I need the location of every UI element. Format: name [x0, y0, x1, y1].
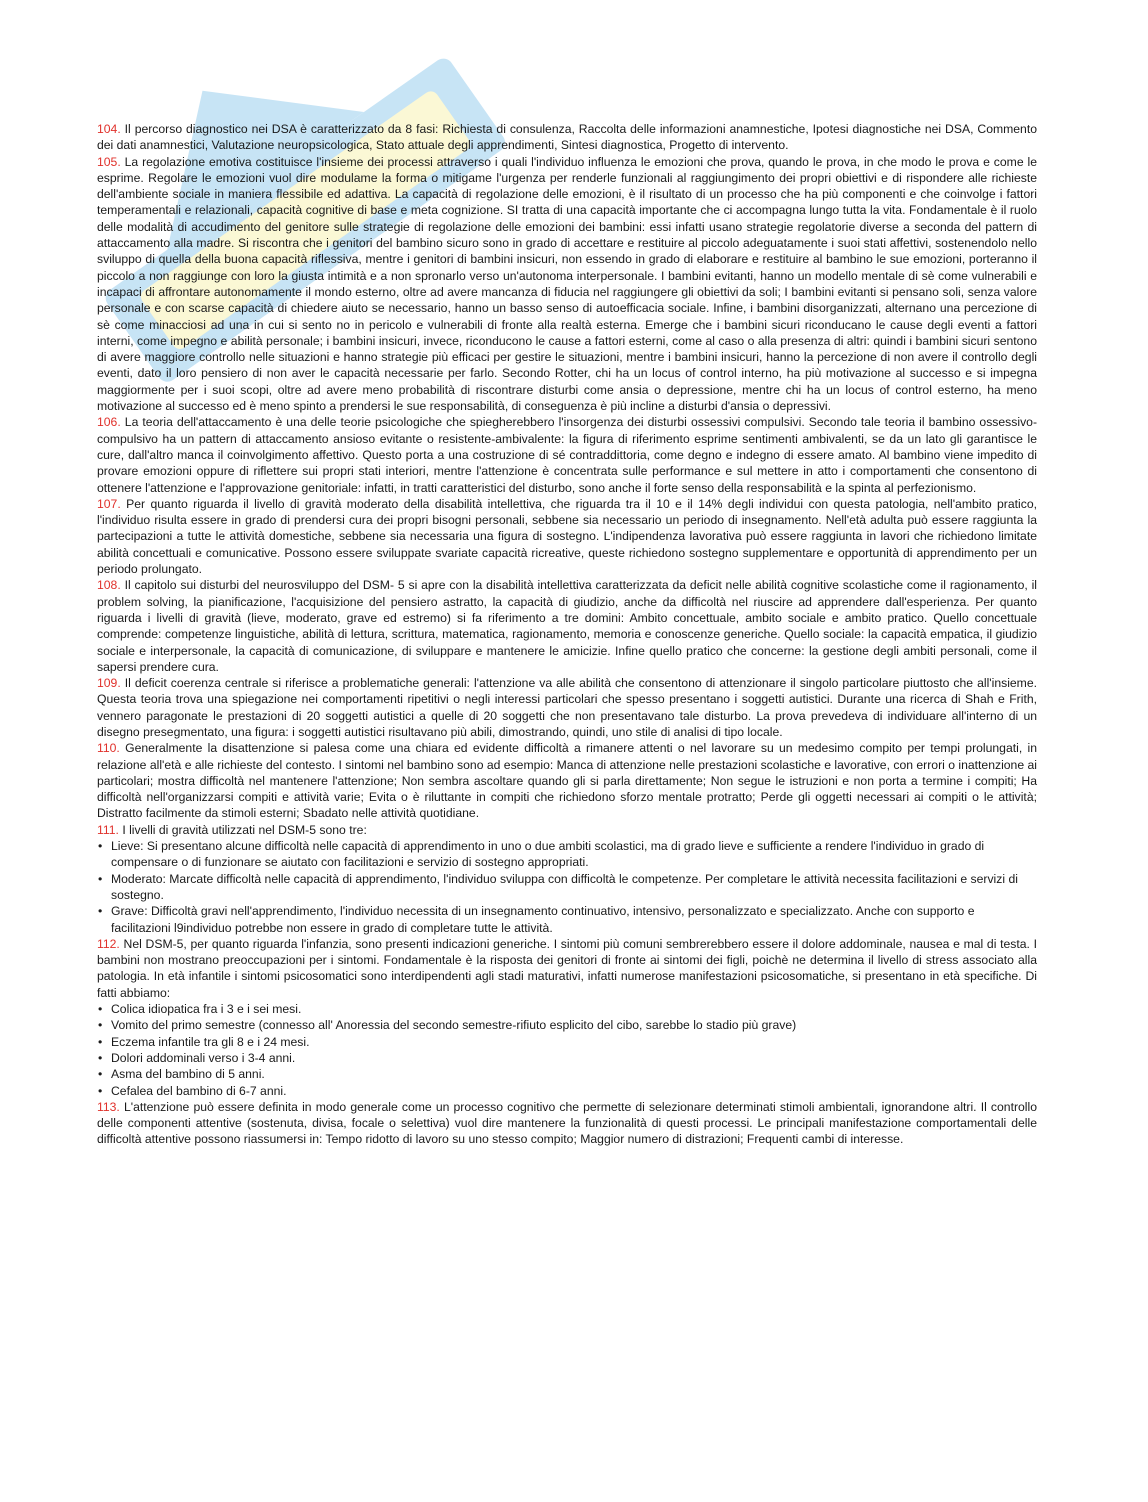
item-number: 108.: [97, 578, 121, 593]
list-item: [97, 1083, 1037, 1099]
list-item-text: Cefalea del bambino di 6-7 anni.: [111, 1083, 287, 1098]
list-item: [97, 1066, 1037, 1082]
item-number: 112.: [97, 936, 120, 951]
item-number: 104.: [97, 122, 121, 136]
item-number: 109.: [97, 676, 121, 691]
bullet-icon: •: [98, 839, 103, 854]
item-number: 113.: [97, 1099, 120, 1114]
paragraph-text: Il deficit coerenza centrale si riferisce a problematiche generali: l'attenzione va alle abilità che consentono di attenzionare il singolo particolare piuttosto che all'insieme. Questa teoria trova una spiegazione nei comportamenti ripetitivi o negli interessi particolari che spesso presentano i soggetti autistici. Durante una ricerca di Shah e Frith, vennero paragonate le prestazioni di 20 soggetti autistici a quelle di 20 soggetti che non presentavano tale disturbo. La prova prevedeva di individuare all'interno di un disegno presegmentato, una figura: i soggetti autistici risultavano più abili, dimostrando, quindi, uno stile di analisi di tipo locale.: [97, 676, 1037, 739]
paragraph-106: [97, 414, 1037, 495]
paragraph-text: Il percorso diagnostico nei DSA è caratterizzato da 8 fasi: Richiesta di consulenza, Raccolta delle informazioni anamnestiche, Ipotesi diagnostiche nei DSA, Commento dei dati anamnestici, Valutazione neuropsicologica, Stato attuale degli apprendimenti, Sintesi diagnostica, Progetto di intervento.: [97, 122, 1038, 153]
symptom-list: [97, 1001, 1037, 1099]
item-number: 110.: [97, 741, 120, 756]
list-item: [97, 838, 1037, 871]
item-number: 111.: [97, 822, 119, 837]
paragraph-113: [97, 1099, 1037, 1148]
paragraph-105: [97, 154, 1037, 415]
bullet-icon: •: [98, 1018, 103, 1033]
list-item-text: Vomito del primo semestre (connesso all' Anoressia del secondo semestre-rifiuto esplicito del cibo, sarebbe lo stadio più grave): [111, 1018, 797, 1033]
paragraph-text: Nel DSM-5, per quanto riguarda l'infanzia, sono presenti indicazioni generiche. I sintomi più comuni sembrerebbero essere il dolore addominale, nausea e mal di testa. I bambini non mostrano preoccupazioni per i sintomi. Fondamentale è la risposta dei genitori di fronte ai sintomi dei figli, poichè ne determina il livello di stress associato alla patologia. In età infantile i sintomi psicosomatici sono interdipendenti agli stadi maturativi, infatti numerose manifestazioni psicosomatiche, si presentano in età specifiche. Di fatti abbiamo:: [97, 936, 1038, 1000]
bullet-icon: •: [98, 1067, 103, 1082]
list-item-text: Colica idiopatica fra i 3 e i sei mesi.: [111, 1002, 302, 1017]
list-item: [97, 1034, 1037, 1050]
paragraph-text: La regolazione emotiva costituisce l'insieme dei processi attraverso i quali l'individuo influenza le emozioni che prova, quando le prova, in che modo le prova e come le esprime. Regolare le emozioni vuol dire modulame la forma o mitigame l'urgenza per renderle funzionali al raggiungimento dei propri obiettivi e di rispondere alle richieste dell'ambiente sociale in maniera flessibile ed adattiva. La capacità di regolazione delle emozioni, è il risultato di un processo che ha più componenti e che coinvolge i fattori temperamentali e relazionali, capacità cognitive di base e meta cognizione. SI tratta di una capacità importante che ci accompagna lungo tutta la vita. Fondamentale è il ruolo delle modalità di accudimento del genitore sulle strategie di regolazione delle emozioni dei bambini: essi infatti usano strategie regolatorie diverse a seconda del pattern di attaccamento alla madre. Si riscontra che i genitori del bambino sicuro sono in grado di accettare e restituire al piccolo adeguatamente i suoi stati affettivi, sostenendolo nello sviluppo di quella della buona capacità riflessiva, mentre i genitori di bambini insicuri, non essendo in grado di elaborare e restituire al bambino le sue emozioni, porteranno il piccolo a non raggiunge con loro la giusta intimità e a non spronarlo verso un'autonoma interpersonale. I bambini evitanti, hanno un modello mentale di sè come vulnerabili e incapaci di affrontare autonomamente il mondo esterno, oltre ad avere mancanza di fiducia nel raggiungere gli obiettivi da soli; I bambini evitanti si pensano soli, senza valore personale e con scarse capacità di chiedere aiuto se necessario, hanno un basso senso di autoefficacia sociale. Infine, i bambini disorganizzati, alternano una percezione di sè come minacciosi ad una in cui si sento no in pericolo e vulnerabili di fronte alla realtà esterna. Emerge che i bambini sicuri riconducano le cause degli eventi a fattori interni, come impegno e abilità personale; i bambini insicuri, invece, riconducono le cause a fattori esterni, come al caso o alla presenza di altri: quindi i bambini sicuri sentono di avere maggiore controllo nelle situazioni e hanno strategie più efficaci per gestire le situazioni, mentre i bambini insicuri, hanno la percezione di non avere il controllo degli eventi, dato il loro pensiero di non aver le capacità necessarie per farlo. Secondo Rotter, chi ha un locus of control interno, ha più motivazione al successo e si impegna maggiormente per i suoi scopi, oltre ad avere meno probabilità di riscontrare disturbi come ansia o depressione, mentre chi ha un locus of control esterno, ha meno motivazione al successo ed è meno spinto a prendersi le sue responsabilità, di conseguenza è più incline a disturbi d'ansia o depressivi.: [97, 154, 1037, 414]
list-item-text: Grave: Difficoltà gravi nell'apprendimento, l'individuo necessita di un insegnamento continuativo, intensivo, personalizzato e specializzato. Anche con supporto e facilitazioni l9individuo potrebbe non essere in grado di completare tutte le attività.: [111, 904, 975, 935]
severity-list: [97, 838, 1037, 936]
paragraph-text: Per quanto riguarda il livello di gravità moderato della disabilità intellettiva, che riguarda tra il 10 e il 14% degli individui con questa patologia, nell'ambito pratico, l'individuo risulta essere in grado di prendersi cura dei propri bisogni personali, sebbene sia necessario un periodo di insegnamento. Nell'età adulta può essere raggiunta la partecipazioni a tutte le attività domestiche, sebbene sia necessaria una figura di sostegno. L'indipendenza lavorativa può essere raggiunta in lavori che richiedono limitate abilità concettuali e comunicative. Possono essere sviluppate svariate capacità ricreative, queste richiedono sostegno supplementare e opportunità di apprendimento per un periodo prolungato.: [97, 496, 1037, 577]
item-number: 105.: [97, 154, 121, 169]
paragraph-text: Il capitolo sui disturbi del neurosviluppo del DSM- 5 si apre con la disabilità intellettiva caratterizzata da deficit nelle abilità cognitive scolastiche come il ragionamento, il problem solving, la pianificazione, l'acquisizione del pensiero astratto, la capacità di giudizio, anche da difficoltà nel riuscire ad apprendere dall'esperienza. Per quanto riguarda i livelli di gravità (lieve, moderato, grave ed estremo) si fa riferimento a tre domini: Ambito concettuale, ambito sociale e ambito pratico. Quello concettuale comprende: competenze linguistiche, abilità di lettura, scrittura, matematica, ragionamento, memoria e conoscenze generiche. Quello sociale: la capacità empatica, il giudizio sociale e interpersonale, la capacità di comunicazione, di sviluppare e mantenere le amicizie. Infine quello pratico che concerne: la gestione degli ambiti personali, come il sapersi prendere cura.: [97, 578, 1037, 674]
paragraph-text: I livelli di gravità utilizzati nel DSM-5 sono tre:: [122, 822, 367, 837]
paragraph-109: [97, 675, 1037, 740]
bullet-icon: •: [98, 871, 103, 886]
paragraph-111: [97, 822, 1037, 838]
paragraph-110: [97, 740, 1037, 821]
item-number: 106.: [97, 415, 121, 430]
paragraph-104: [97, 121, 1037, 154]
bullet-icon: •: [98, 1050, 103, 1065]
document-body: [97, 121, 1037, 1148]
list-item-text: Moderato: Marcate difficoltà nelle capacità di apprendimento, l'individuo sviluppa con difficoltà le competenze. Per completare le attività necessita facilitazioni e servizi di sostegno.: [111, 871, 1018, 902]
list-item: [97, 1050, 1037, 1066]
list-item: [97, 871, 1037, 904]
list-item: [97, 903, 1037, 936]
bullet-icon: •: [98, 1002, 103, 1017]
paragraph-108: [97, 577, 1037, 675]
list-item-text: Eczema infantile tra gli 8 e i 24 mesi.: [111, 1034, 310, 1049]
list-item-text: Asma del bambino di 5 anni.: [111, 1067, 265, 1082]
bullet-icon: •: [98, 904, 103, 919]
paragraph-112: [97, 936, 1037, 1001]
paragraph-text: Generalmente la disattenzione si palesa come una chiara ed evidente difficoltà a rimanere attenti o nel lavorare su un medesimo compito per tempi prolungati, in relazione all'età e alle richieste del contesto. I sintomi nel bambino sono ad esempio: Manca di attenzione nelle prestazioni scolastiche e lavorative, con errori o inattenzione ai particolari; mostra difficoltà nel mantenere l'attenzione; Non sembra ascoltare quando gli si parla direttamente; Non segue le istruzioni e non porta a termine i compiti; Ha difficoltà nell'organizzarsi compiti e attività varie; Evita o è riluttante in compiti che richiedono sforzo mentale protratto; Perde gli oggetti necessari ai compiti o le attività; Distratto facilmente da stimoli esterni; Sbadato nelle attività quotidiane.: [97, 741, 1037, 821]
paragraph-text: L'attenzione può essere definita in modo generale come un processo cognitivo che permette di selezionare determinati stimoli ambientali, ignorandone altri. Il controllo delle componenti attentive (sostenuta, divisa, focale o selettiva) vuol dire mantenere la funzionalità di questi processi. Le principali manifestazione comportamentali delle difficoltà attentive possono riassumersi in: Tempo ridotto di lavoro su uno stesso compito; Maggior numero di distrazioni; Frequenti cambi di interesse.: [97, 1099, 1037, 1147]
bullet-icon: •: [98, 1034, 103, 1049]
paragraph-107: [97, 496, 1037, 577]
list-item: [97, 1017, 1037, 1033]
paragraph-text: La teoria dell'attaccamento è una delle teorie psicologiche che spiegherebbero l'insorgenza dei disturbi ossessivi compulsivi. Secondo tale teoria il bambino ossessivo-compulsivo ha un pattern di attaccamento ansioso evitante o resistente-ambivalente: la figura di riferimento esprime sentimenti ambivalenti, se da un lato gli garantisce le cure, dall'altro manca il coinvolgimento affettivo. Questo porta a una costruzione di sé contraddittoria, come degno e indegno di essere amato. Al bambino viene impedito di provare emozioni oppure di riflettere sui propri stati interiori, mentre l'attenzione è concentrata sulle performance e sul mettere in atto i comportamenti che consentono di ottenere l'attenzione e l'approvazione genitoriale: infatti, in tratti caratteristici del disturbo, sono anche il forte senso della responsabilità e la spinta al perfezionismo.: [97, 415, 1037, 495]
bullet-icon: •: [98, 1083, 103, 1098]
list-item-text: Lieve: Si presentano alcune difficoltà nelle capacità di apprendimento in uno o due ambiti scolastici, ma di grado lieve e sufficiente a rendere l'individuo in grado di compensare o di funzionare se aiutato con facilitazioni e servizio di sostegno appropriati.: [111, 839, 985, 870]
list-item: [97, 1001, 1037, 1017]
item-number: 107.: [97, 496, 121, 511]
list-item-text: Dolori addominali verso i 3-4 anni.: [111, 1050, 296, 1065]
